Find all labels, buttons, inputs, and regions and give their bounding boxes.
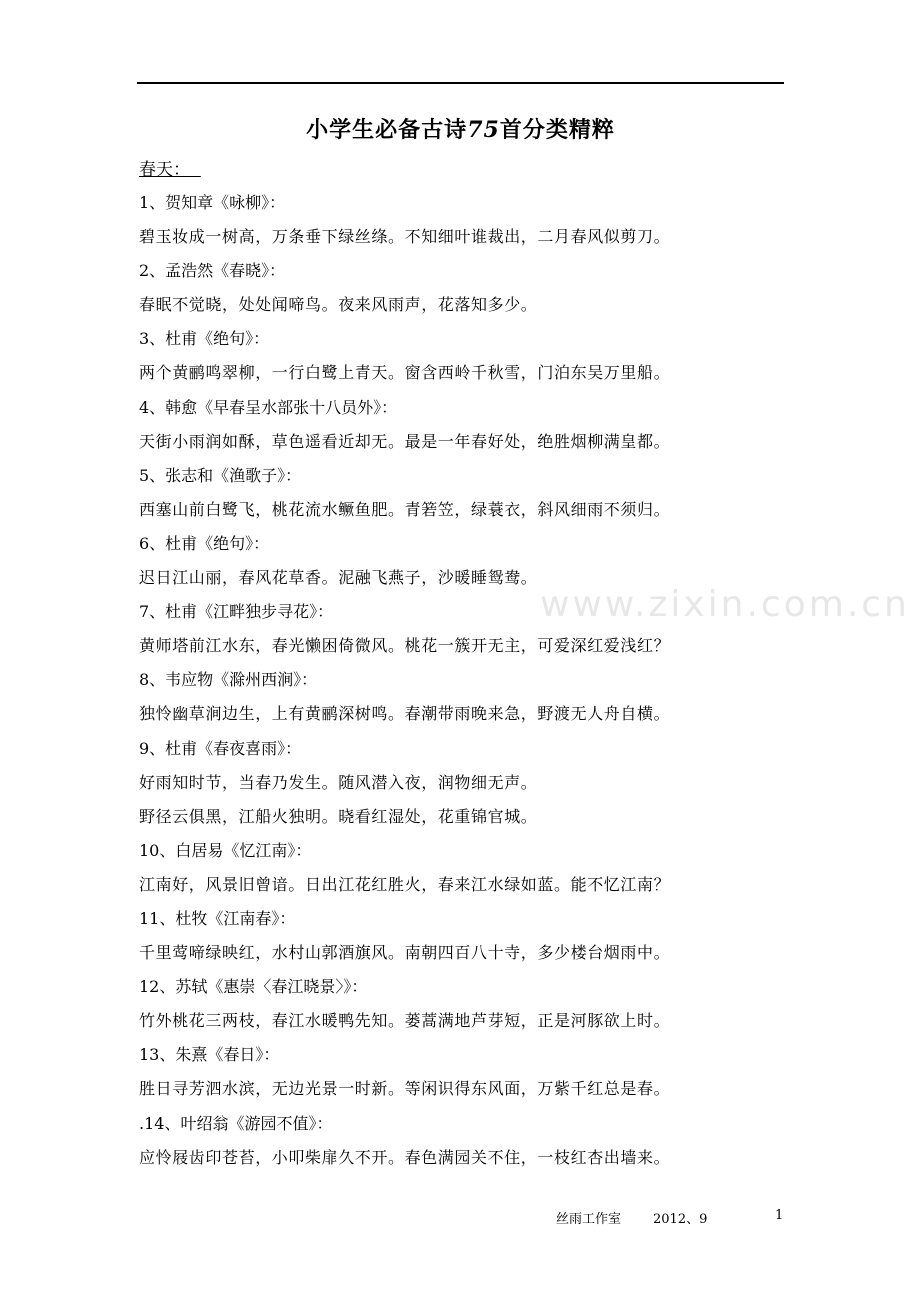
header-rule: [137, 82, 784, 84]
poem-text: 两个黄鹂鸣翠柳，一行白鹭上青天。窗含西岭千秋雪，门泊东吴万里船。: [139, 363, 671, 383]
poem-text: 野径云俱黑，江船火独明。晓看红湿处，花重锦官城。: [139, 806, 538, 826]
poem-text: 黄师塔前江水东，春光懒困倚微风。桃花一簇开无主，可爱深红爱浅红？: [139, 636, 671, 656]
poem-heading: 1、贺知章《咏柳》：: [139, 193, 286, 212]
poem-text: 千里莺啼绿映红，水村山郭酒旗风。南朝四百八十寺，多少楼台烟雨中。: [139, 943, 671, 963]
poem-list: [139, 186, 789, 1175]
page-title: [137, 113, 784, 144]
title-number: 75: [467, 117, 500, 143]
poem-text: 独怜幽草涧边生，上有黄鹂深树鸣。春潮带雨晚来急，野渡无人舟自横。: [139, 704, 671, 724]
poem-text: 西塞山前白鹭飞，桃花流水鳜鱼肥。青箬笠，绿蓑衣，斜风细雨不须归。: [139, 499, 671, 519]
poem-text: 迟日江山丽，春风花草香。泥融飞燕子，沙暖睡鸳鸯。: [139, 568, 538, 588]
page-number: 1: [775, 1208, 784, 1223]
poem-heading: 8、韦应物《滁州西涧》：: [139, 670, 318, 690]
poem-heading: 4、韩愈《早春呈水部张十八员外》：: [139, 397, 398, 417]
footer-date: 2012、9: [653, 1212, 708, 1227]
poem-text: 春眠不觉晓，处处闻啼鸟。夜来风雨声，花落知多少。: [139, 295, 538, 315]
watermark: www.zixin.com.cn: [540, 584, 910, 625]
poem-heading: 12、苏轼《惠崇〈春江晓景〉》：: [139, 977, 368, 997]
title-suffix: 首分类精粹: [499, 118, 615, 143]
poem-heading: .14、叶绍翁《游园不值》：: [139, 1113, 333, 1133]
poem-heading: 6、杜甫《绝句》：: [139, 533, 270, 553]
section-heading-spring: 春天：: [139, 160, 201, 180]
poem-heading: 11、杜牧《江南春》：: [139, 908, 296, 928]
poem-heading: 5、张志和《渔歌子》：: [139, 465, 302, 485]
poem-text: 胜日寻芳泗水滨，无边光景一时新。等闲识得东风面，万紫千红总是春。: [139, 1079, 671, 1099]
poem-heading: 2、孟浩然《春晓》：: [139, 261, 286, 281]
title-prefix: 小学生必备古诗: [306, 118, 468, 143]
poem-heading: 3、杜甫《绝句》：: [139, 329, 270, 349]
poem-text: 竹外桃花三两枝，春江水暖鸭先知。蒌蒿满地芦芽短，正是河豚欲上时。: [139, 1011, 671, 1031]
poem-heading: 7、杜甫《江畔独步寻花》：: [139, 602, 334, 622]
footer-studio: 丝雨工作室: [556, 1212, 622, 1227]
poem-text: 碧玉妆成一树高，万条垂下绿丝绦。不知细叶谁裁出，二月春风似剪刀。: [139, 227, 671, 247]
poem-heading: 9、杜甫《春夜喜雨》：: [139, 738, 302, 758]
poem-text: 天街小雨润如酥，草色遥看近却无。最是一年春好处，绝胜烟柳满皇都。: [139, 431, 671, 451]
poem-text: 好雨知时节，当春乃发生。随风潜入夜，润物细无声。: [139, 772, 538, 792]
poem-text: 江南好，风景旧曾谙。日出江花红胜火，春来江水绿如蓝。能不忆江南？: [139, 874, 671, 894]
poem-heading: 10、白居易《忆江南》：: [139, 840, 312, 860]
poem-heading: 13、朱熹《春日》：: [139, 1045, 280, 1065]
poem-text: 应怜屐齿印苍苔，小叩柴扉久不开。春色满园关不住，一枝红杏出墙来。: [139, 1147, 671, 1167]
